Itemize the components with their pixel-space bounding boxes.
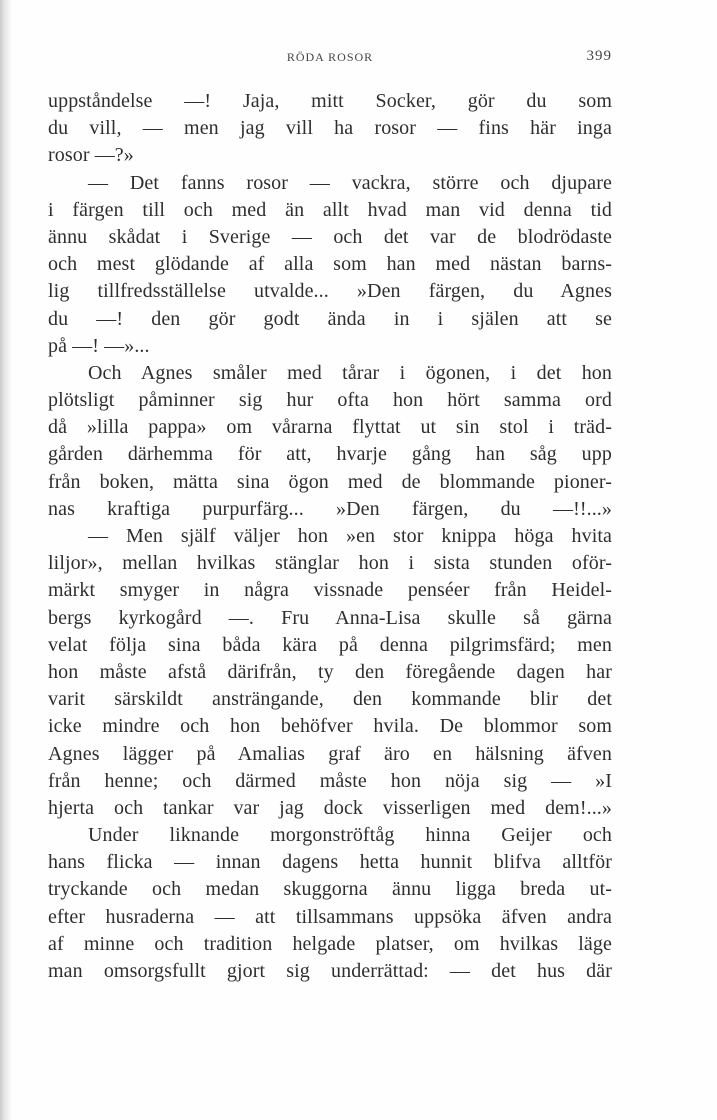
text-line: då »lilla pappa» om vårarna flyttat ut sin stol i träd- <box>48 416 612 439</box>
text-line: hans flicka — innan dagens hetta hunnit blifva alltför <box>48 851 612 874</box>
text-line: bergs kyrkogård —. Fru Anna-Lisa skulle så gärna <box>48 606 612 629</box>
text-line: märkt smyger in några vissnade penséer från Heidel- <box>48 579 612 602</box>
text-line: lig tillfredsställelse utvalde... »Den färgen, du Agnes <box>48 280 612 303</box>
text-line: du —! den gör godt ända in i själen att se <box>48 307 612 330</box>
page-spine-shadow <box>0 0 12 1120</box>
text-line: hjerta och tankar var jag dock visserligen med dem!...» <box>48 796 612 819</box>
text-line: varit särskildt ansträngande, den kommande blir det <box>48 688 612 711</box>
text-line: du vill, — men jag vill ha rosor — fins här inga <box>48 117 612 140</box>
text-line: i färgen till och med än allt hvad man vid denna tid <box>48 198 612 221</box>
running-header <box>48 50 612 70</box>
text-line: nas kraftiga purpurfärg... »Den färgen, du —!!...» <box>48 497 612 520</box>
text-line: tryckande och medan skuggorna ännu ligga breda ut- <box>48 878 612 901</box>
text-line: plötsligt påminner sig hur ofta hon hört samma ord <box>48 389 612 412</box>
text-line: från boken, mätta sina ögon med de blommande pioner- <box>48 470 612 493</box>
running-title: RÖDA ROSOR <box>286 50 374 64</box>
text-line: och mest glödande af alla som han med nästan barns- <box>48 253 612 276</box>
body-text <box>48 88 612 985</box>
text-line: ännu skådat i Sverige — och det var de blodrödaste <box>48 225 612 248</box>
text-line: gården därhemma för att, hvarje gång han såg upp <box>48 443 612 466</box>
text-line: uppståndelse —! Jaja, mitt Socker, gör du som <box>48 90 612 112</box>
text-line: liljor», mellan hvilkas stänglar hon i sista stunden oför- <box>48 552 612 575</box>
text-line: från henne; och därmed måste hon nöja sig — »I <box>48 769 612 792</box>
text-line: velat följa sina båda kära på denna pilgrimsfärd; men <box>48 633 612 656</box>
text-line: hon måste afstå därifrån, ty den föregående dagen har <box>48 660 612 683</box>
text-line: man omsorgsfullt gjort sig underrättad: — det hus där <box>48 960 612 982</box>
text-line: — Det fanns rosor — vackra, större och djupare <box>88 171 612 194</box>
text-line: — Men själf väljer hon »en stor knippa höga hvita <box>88 525 612 547</box>
text-line: rosor —?» <box>48 144 134 167</box>
text-line: på —! —»... <box>48 334 150 357</box>
text-line: Under liknande morgonströftåg hinna Geijer och <box>88 824 612 847</box>
text-line: efter husraderna — att tillsammans uppsöka äfven andra <box>48 905 612 928</box>
text-line: icke mindre och hon behöfver hvila. De blommor som <box>48 715 612 738</box>
text-line: Agnes lägger på Amalias graf äro en hälsning äfven <box>48 742 612 765</box>
text-line: Och Agnes småler med tårar i ögonen, i det hon <box>88 361 612 384</box>
text-line: af minne och tradition helgade platser, om hvilkas läge <box>48 932 612 955</box>
page-number: 399 <box>586 48 612 64</box>
